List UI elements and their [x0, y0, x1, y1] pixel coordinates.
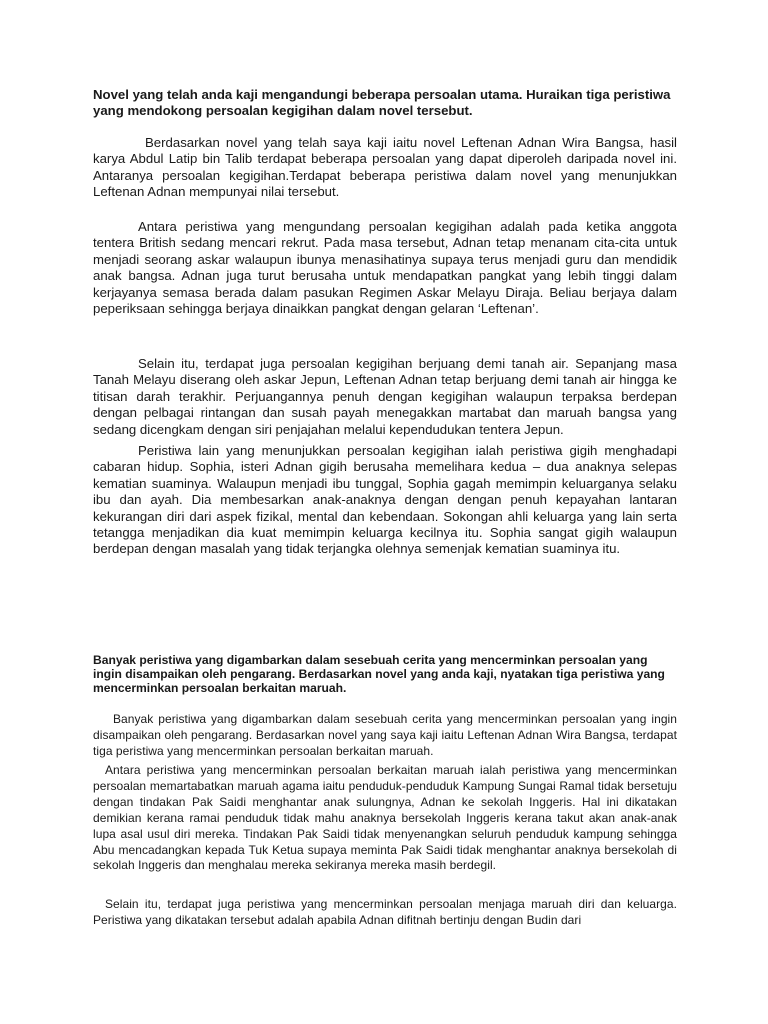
answer-paragraph: Berdasarkan novel yang telah saya kaji iaitu novel Leftenan Adnan Wira Bangsa, hasil karya Abdul Latip bin Talib terdapat beberapa persoalan yang dapat diperoleh daripada novel ini. Antaranya persoalan kegigihan.Terdapat beberapa peristiwa dalam novel yang menunjukkan Leftenan Adnan mempunyai nilai tersebut. — [93, 135, 677, 200]
question-heading-1: Novel yang telah anda kaji mengandungi beberapa persoalan utama. Huraikan tiga peristiwa yang mendokong persoalan kegigihan dalam novel tersebut. — [93, 87, 671, 118]
answer-paragraph: Antara peristiwa yang mencerminkan persoalan berkaitan maruah ialah peristiwa yang mencerminkan persoalan memartabatkan maruah agama iaitu penduduk-penduduk Kampung Sungai Ramal tidak bersetuju dengan tindakan Pak Saidi menghantar anak sulungnya, Adnan ke sekolah Inggeris. Hal ini dikatakan demikian kerana ramai penduduk tidak mahu anaknya bersekolah Inggeris kerana takut akan anak-anak lupa asal usul diri mereka. Tindakan Pak Saidi tidak menyenangkan seluruh penduduk kampung sehingga Abu mencadangkan kepada Tuk Ketua supaya meminta Pak Saidi tidak menghantar anaknya bersekolah di sekolah Inggeris dan menghalau mereka sekiranya mereka masih berdegil. — [93, 763, 677, 873]
answer-paragraph: Peristiwa lain yang menunjukkan persoalan kegigihan ialah peristiwa gigih menghadapi cabaran hidup. Sophia, isteri Adnan gigih berusaha memelihara kedua – dua anaknya selepas kematian suaminya. Walaupun menjadi ibu tunggal, Sophia gagah memimpin keluarganya selaku ibu dan ayah. Dia membesarkan anak-anaknya dengan dengan penuh kepayahan lantaran kekurangan diri dari aspek fizikal, mental dan kebendaan. Sokongan ahli keluarga yang lain serta tetangga menjadikan dia kuat memimpin keluarga kecilnya itu. Sophia sangat gigih walaupun berdepan dengan masalah yang tidak terjangka olehnya semenjak kematian suaminya itu. — [93, 443, 677, 557]
question-heading-2: Banyak peristiwa yang digambarkan dalam sesebuah cerita yang mencerminkan persoalan yang ingin disampaikan oleh pengarang. Berdasarkan novel yang anda kaji, nyatakan tiga peristiwa yang mencerminkan persoalan berkaitan maruah. — [93, 653, 665, 695]
answer-paragraph: Selain itu, terdapat juga persoalan kegigihan berjuang demi tanah air. Sepanjang masa Tanah Melayu diserang oleh askar Jepun, Leftenan Adnan tetap berjuang demi tanah air hingga ke titisan darah terakhir. Perjuangannya penuh dengan kegigihan walaupun terpaksa berdepan dengan pelbagai rintangan dan susah payah menegakkan martabat dan maruah bangsa yang sedang dicengkam dengan siri penjajahan melalui kependudukan tentera Jepun. — [93, 356, 677, 437]
answer-paragraph: Banyak peristiwa yang digambarkan dalam sesebuah cerita yang mencerminkan persoalan yang ingin disampaikan oleh pengarang. Berdasarkan novel yang saya kaji iaitu Leftenan Adnan Wira Bangsa, terdapat tiga peristiwa yang mencerminkan persoalan berkaitan maruah. — [93, 712, 677, 758]
answer-paragraph: Antara peristiwa yang mengundang persoalan kegigihan adalah pada ketika anggota tentera British sedang mencari rekrut. Pada masa tersebut, Adnan tetap menanam cita-cita untuk menjadi seorang askar walaupun ibunya menasihatinya supaya terus menjadi guru dan mendidik anak bangsa. Adnan juga turut berusaha untuk mendapatkan pangkat yang lebih tinggi dalam kerjayanya semasa berada dalam pasukan Regimen Askar Melayu Diraja. Beliau berjaya dalam peperiksaan sehingga berjaya dinaikkan pangkat dengan gelaran ‘Leftenan’. — [93, 219, 677, 317]
answer-paragraph: Selain itu, terdapat juga peristiwa yang mencerminkan persoalan menjaga maruah diri dan keluarga. Peristiwa yang dikatakan tersebut adalah apabila Adnan difitnah bertinju dengan Budin dari — [93, 897, 677, 927]
